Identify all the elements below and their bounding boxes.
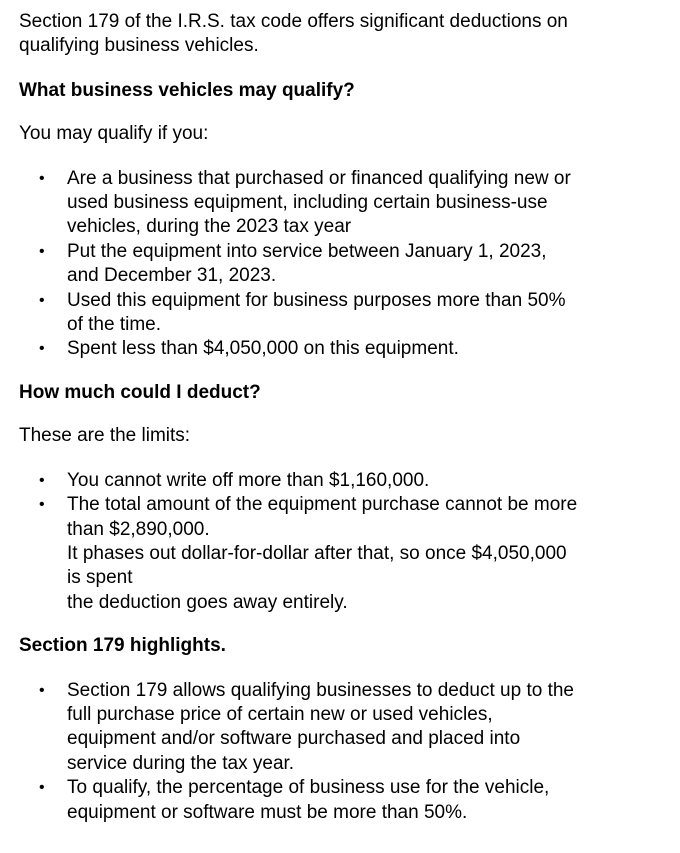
intro-paragraph: Section 179 of the I.R.S. tax code offers significant deductions on qualifying business vehicles. (19, 11, 568, 57)
list-item: • Section 179 allows qualifying businesses to deduct up to the full purchase price of certain new or used vehicles, equipment and/or software purchased and placed into service during the tax year. (19, 679, 669, 777)
list-item: • The total amount of the equipment purchase cannot be more than $2,890,000. It phases out dollar-for-dollar after that, so once $4,050,000 is spent the deduction goes away entirely. (19, 493, 669, 615)
limits-list (19, 469, 669, 615)
heading-highlights: Section 179 highlights. (19, 635, 226, 657)
heading-deduct: How much could I deduct? (19, 381, 261, 403)
qualify-list (19, 167, 669, 362)
list-item: • Used this equipment for business purposes more than 50% of the time. (19, 289, 669, 338)
highlights-list (19, 679, 669, 825)
qualify-lead: You may qualify if you: (19, 123, 209, 145)
document (19, 10, 669, 825)
deduct-lead: These are the limits: (19, 425, 191, 447)
list-item: • To qualify, the percentage of business use for the vehicle, equipment or software must be more than 50%. (19, 776, 669, 825)
list-item: • Are a business that purchased or financed qualifying new or used business equipment, including certain business-use vehicles, during the 2023 tax year (19, 167, 669, 240)
heading-qualify: What business vehicles may qualify? (19, 79, 355, 101)
list-item: • Spent less than $4,050,000 on this equipment. (19, 337, 669, 361)
list-item: • You cannot write off more than $1,160,000. (19, 469, 669, 493)
list-item: • Put the equipment into service between January 1, 2023, and December 31, 2023. (19, 240, 669, 289)
